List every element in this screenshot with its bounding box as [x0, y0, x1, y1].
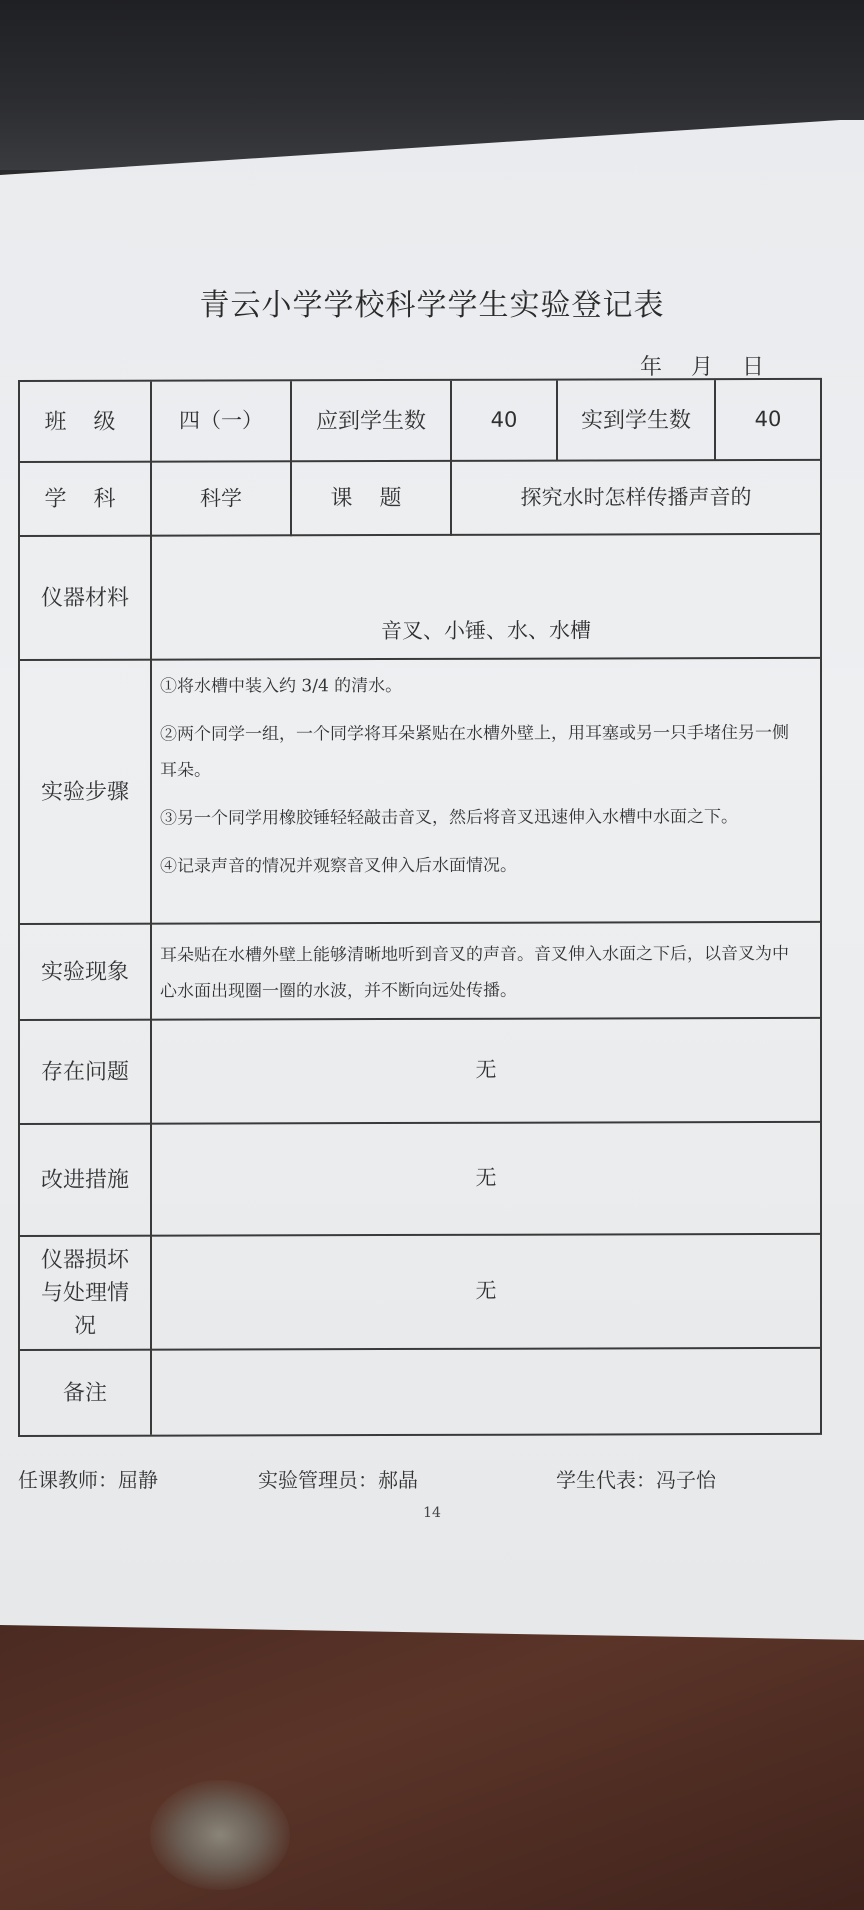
step-item: ②两个同学一组，一个同学将耳朵紧贴在水槽外壁上，用耳塞或另一只手堵住另一侧耳朵。	[160, 722, 789, 781]
problems-value: 无	[475, 1057, 497, 1083]
document-title: 青云小学学校科学学生实验登记表	[199, 288, 665, 323]
date-line: 年 月 日	[640, 355, 766, 380]
materials-label: 仪器材料	[40, 585, 129, 611]
class-value: 四（一）	[179, 408, 263, 433]
subject-label: 学 科	[44, 486, 126, 512]
topic-label: 课 题	[330, 485, 412, 512]
registration-table	[18, 378, 822, 1437]
step-item: ①将水槽中装入约 3/4 的清水。	[160, 675, 403, 697]
damage-label: 仪器损坏与处理情况	[40, 1247, 129, 1339]
improvements-value: 无	[475, 1165, 497, 1191]
lab-manager-signature: 实验管理员：郝晶	[258, 1468, 418, 1492]
table-surface	[0, 1620, 864, 1910]
surface-stain	[150, 1780, 290, 1890]
materials-value: 音叉、小锤、水、水槽	[381, 618, 591, 644]
expected-students-label: 应到学生数	[315, 408, 426, 434]
remarks-label: 备注	[62, 1380, 107, 1406]
problems-label: 存在问题	[40, 1059, 129, 1085]
actual-students-label: 实到学生数	[580, 407, 691, 434]
subject-value: 科学	[200, 486, 242, 511]
teacher-signature: 任课教师：屈静	[18, 1468, 158, 1492]
expected-students-value: 40	[490, 407, 518, 433]
phenomenon-label: 实验现象	[40, 959, 129, 985]
remarks-value	[152, 1349, 820, 1435]
improvements-label: 改进措施	[40, 1167, 129, 1193]
step-item: ④记录声音的情况并观察音叉伸入后水面情况。	[160, 855, 517, 877]
topic-value: 探究水时怎样传播声音的	[520, 484, 752, 510]
steps-label: 实验步骤	[40, 779, 129, 805]
row-divider	[20, 921, 820, 925]
actual-students-value: 40	[754, 407, 782, 432]
step-item: ③另一个同学用橡胶锤轻轻敲击音叉，然后将音叉迅速伸入水槽中水面之下。	[160, 807, 738, 829]
class-label: 班 级	[44, 409, 126, 435]
steps-list	[160, 667, 800, 897]
student-representative-signature: 学生代表：冯子怡	[556, 1468, 716, 1492]
page-number: 14	[423, 1505, 441, 1521]
damage-value: 无	[475, 1278, 497, 1304]
phenomenon-value: 耳朵贴在水槽外壁上能够清晰地听到音叉的声音。音叉伸入水面之下后，以音叉为中心水面出现圈一圈的水波，并不断向远处传播。	[160, 943, 789, 1002]
